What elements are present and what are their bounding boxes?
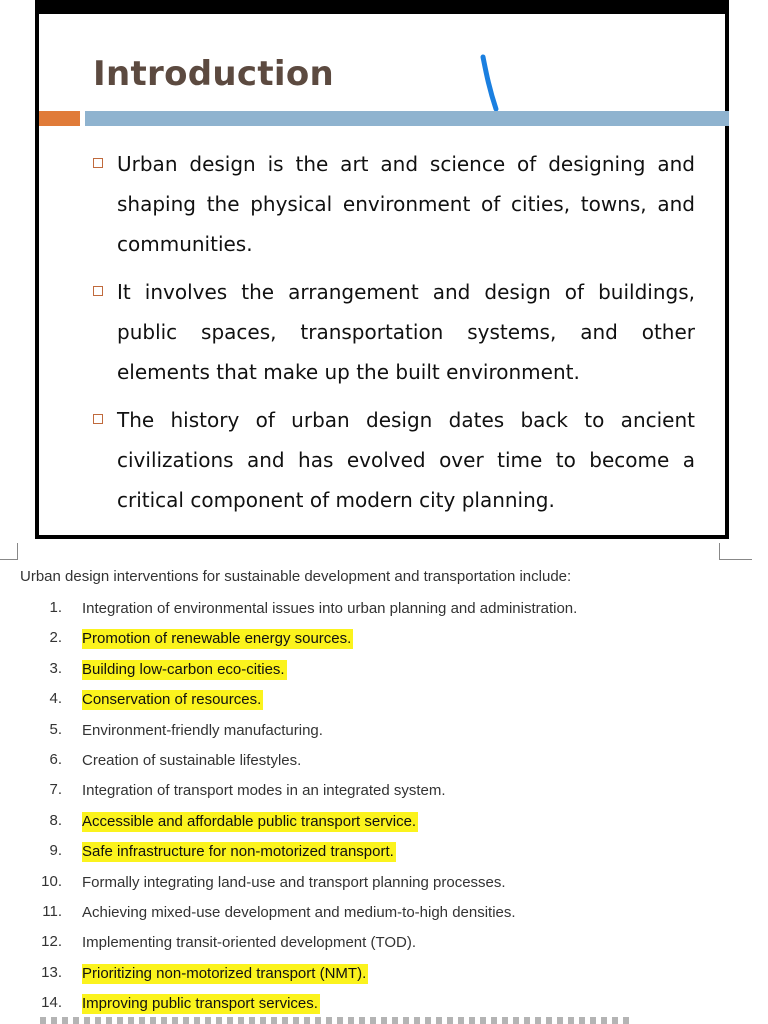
list-item-text-highlighted: Safe infrastructure for non-motorized transport. [82,843,394,861]
square-bullet-icon [93,158,103,168]
list-item-text-highlighted: Promotion of renewable energy sources. [82,630,352,648]
list-item-number: 12. [41,933,62,951]
slide-bullet [93,272,695,392]
list-item-number: 9. [49,842,62,860]
list-item-number: 10. [41,872,62,890]
list-item [0,961,768,991]
list-item-number: 3. [49,659,62,677]
list-item [0,809,768,839]
list-item-text: Formally integrating land-use and transport planning processes. [82,873,506,891]
title-accent-blue [85,111,729,126]
list-item-number: 5. [49,720,62,738]
slide-bullet-text: It involves the arrangement and design of buildings, public spaces, transportation systems, and other elements that make up the built environment. [117,280,695,384]
slide-title: Introduction [93,54,335,94]
list-item [0,900,768,930]
list-item [0,657,768,687]
list-item-text: Creation of sustainable lifestyles. [82,751,302,769]
list-item-number: 6. [49,750,62,768]
list-item [0,870,768,900]
pen-stroke-mark [479,54,501,114]
slide-bullet-text: The history of urban design dates back to ancient civilizations and has evolved over time to become a critical component of modern city planning. [117,408,695,512]
slide-bullet [93,144,695,264]
list-item-text-highlighted: Prioritizing non-motorized transport (NMT). [82,964,367,982]
square-bullet-icon [93,414,103,424]
list-item-number: 8. [49,811,62,829]
list-item-text: Achieving mixed-use development and medium-to-high densities. [82,903,516,921]
list-item [0,626,768,656]
square-bullet-icon [93,286,103,296]
list-item [0,839,768,869]
slide-bullet-text: Urban design is the art and science of designing and shaping the physical environment of cities, towns, and communities. [117,152,695,256]
page-corner-mark-left [0,543,18,560]
list-item [0,930,768,960]
slide-bullet [93,400,695,520]
list-item-text-highlighted: Accessible and affordable public transport service. [82,812,417,830]
cropped-text-line [40,1017,630,1024]
list-item-number: 14. [41,994,62,1012]
list-item-text: Implementing transit-oriented development (TOD). [82,934,417,952]
list-item-number: 2. [49,629,62,647]
page-corner-mark-right [719,543,752,560]
document-numbered-list [0,596,768,1021]
list-item [0,596,768,626]
list-item-text-highlighted: Improving public transport services. [82,995,318,1013]
slide-bullet-list [93,144,695,528]
document-intro-text: Urban design interventions for sustainable development and transportation include: [20,568,572,585]
list-item-text: Integration of transport modes in an integrated system. [82,782,446,800]
list-item [0,748,768,778]
list-item-text: Integration of environmental issues into urban planning and administration. [82,600,578,617]
title-accent-orange [39,111,80,126]
list-item-number: 13. [41,963,62,981]
list-item-number: 11. [42,902,62,920]
list-item-number: 1. [49,599,62,616]
list-item [0,718,768,748]
list-item-number: 7. [49,781,62,799]
list-item [0,778,768,808]
list-item-text-highlighted: Building low-carbon eco-cities. [82,660,285,678]
list-item-text: Environment-friendly manufacturing. [82,721,323,739]
slide-frame [35,0,729,539]
list-item [0,687,768,717]
list-item-text-highlighted: Conservation of resources. [82,691,262,709]
list-item-number: 4. [49,690,62,708]
